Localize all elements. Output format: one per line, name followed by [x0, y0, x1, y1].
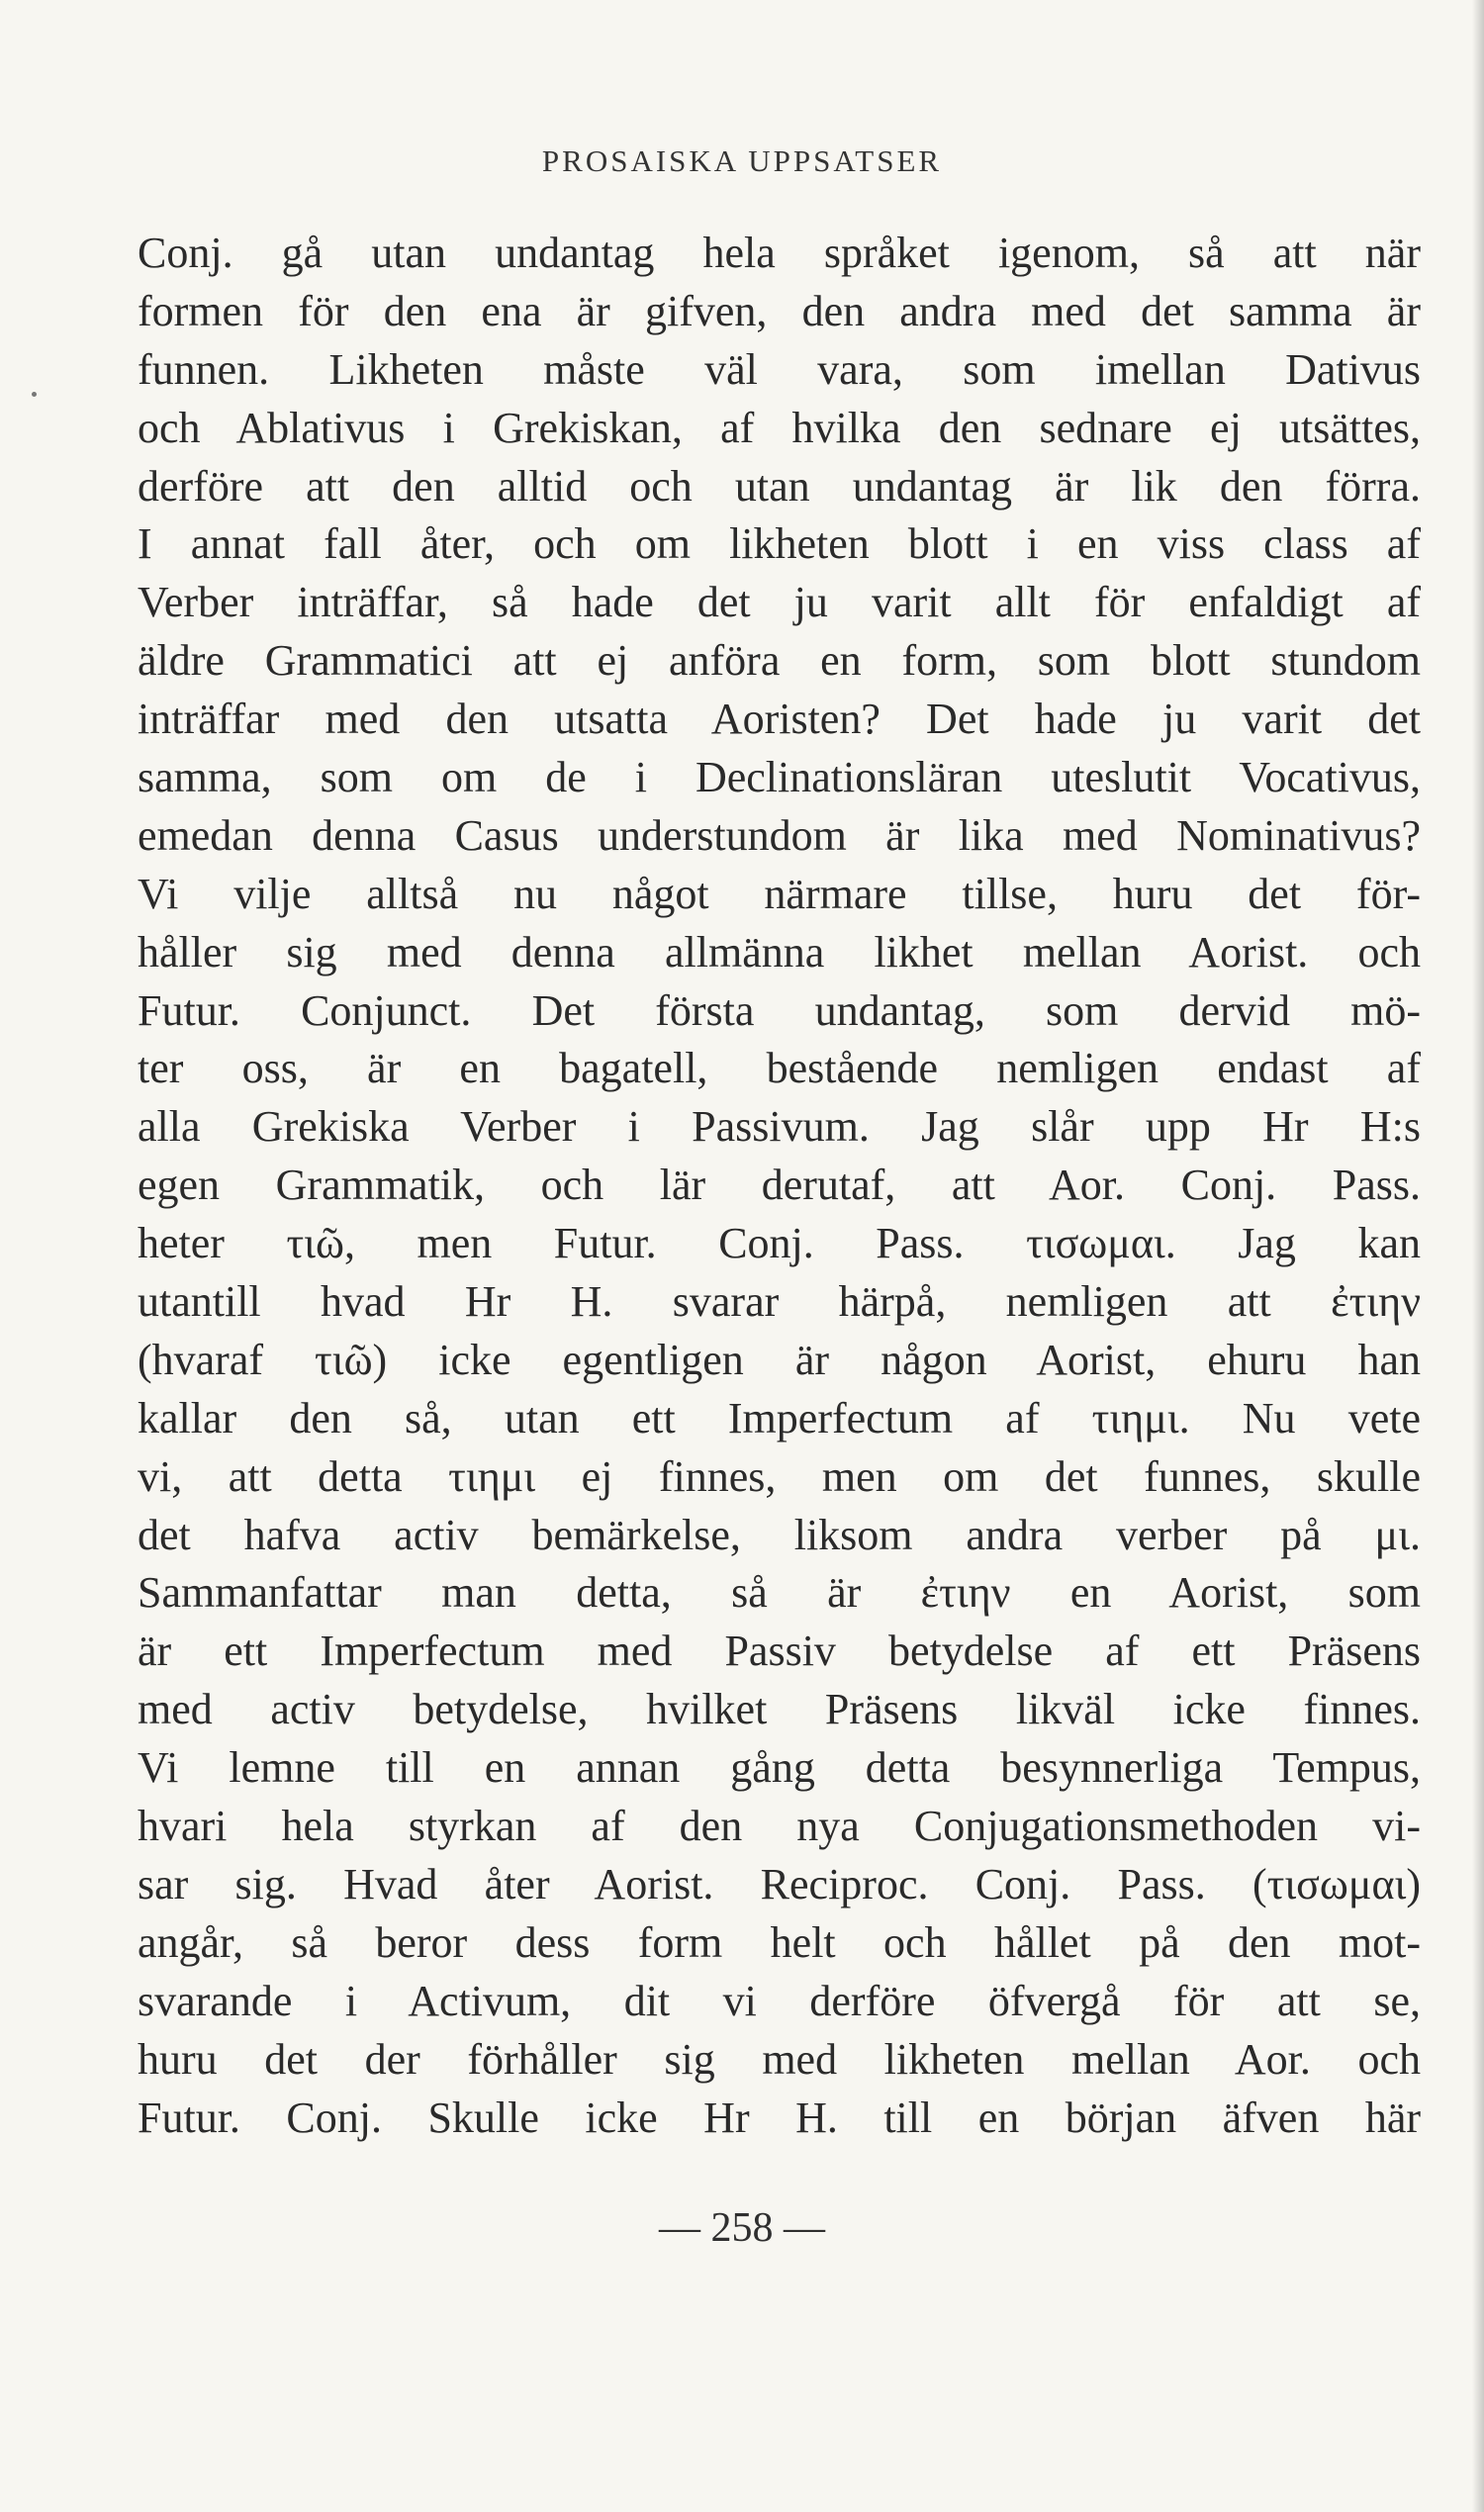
text-line: egen Grammatik, och lär derutaf, att Aor. Conj. Pass.: [138, 1161, 1421, 1210]
text-line: Sammanfattar man detta, så är ἐτιην en Aorist, som: [138, 1568, 1421, 1618]
text-line: huru det der förhåller sig med likheten mellan Aor. och: [138, 2034, 1421, 2084]
text-line: vi, att detta τιημι ej finnes, men om det funnes, skulle: [138, 1451, 1421, 1501]
page-edge: [1472, 0, 1484, 2512]
margin-mark: [32, 392, 37, 397]
text-line: och Ablativus i Grekiskan, af hvilka den sednare ej utsättes,: [138, 403, 1421, 452]
text-line: kallar den så, utan ett Imperfectum af τιημι. Nu vete: [138, 1393, 1421, 1442]
page-number: — 258 —: [659, 2205, 825, 2251]
text-line: Verber inträffar, så hade det ju varit allt för enfaldigt af: [138, 578, 1421, 627]
text-line: Vi vilje alltså nu något närmare tillse, huru det för-: [138, 869, 1421, 918]
body-text: [138, 225, 1421, 2147]
text-line: I annat fall åter, och om likheten blott i en viss class af: [138, 519, 1421, 569]
text-line: angår, så beror dess form helt och hållet på den mot-: [138, 1917, 1421, 1967]
text-line: hvari hela styrkan af den nya Conjugationsmethoden vi-: [138, 1802, 1421, 1851]
text-line: heter τιῶ, men Futur. Conj. Pass. τισωμαι. Jag kan: [138, 1219, 1421, 1268]
running-head: PROSAISKA UPPSATSER: [541, 143, 943, 178]
text-line: samma, som om de i Declinationsläran uteslutit Vocativus,: [138, 753, 1421, 802]
text-line: inträffar med den utsatta Aoristen? Det hade ju varit det: [138, 695, 1421, 744]
text-line: ter oss, är en bagatell, bestående nemligen endast af: [138, 1044, 1421, 1093]
text-line: det hafva activ bemärkelse, liksom andra verber på μι.: [138, 1510, 1421, 1559]
text-line: funnen. Likheten måste väl vara, som imellan Dativus: [138, 344, 1421, 394]
text-line: emedan denna Casus understundom är lika med Nominativus?: [138, 810, 1421, 860]
text-line: med activ betydelse, hvilket Präsens likväl icke finnes.: [138, 1685, 1421, 1734]
text-line: Conj. gå utan undantag hela språket igenom, så att när: [138, 229, 1421, 277]
text-line: håller sig med denna allmänna likhet mellan Aorist. och: [138, 927, 1421, 977]
text-line: svarande i Activum, dit vi derföre öfvergå för att se,: [138, 1976, 1421, 2025]
text-line: Vi lemne till en annan gång detta besynnerliga Tempus,: [138, 1743, 1421, 1793]
text-line: formen för den ena är gifven, den andra med det samma är: [138, 286, 1421, 335]
text-line: Futur. Conjunct. Det första undantag, som dervid mö-: [138, 985, 1421, 1035]
text-line: utantill hvad Hr H. svarar härpå, nemligen att ἐτιην: [138, 1277, 1421, 1327]
text-line: alla Grekiska Verber i Passivum. Jag slår upp Hr H:s: [138, 1102, 1421, 1152]
text-line: sar sig. Hvad åter Aorist. Reciproc. Conj. Pass. (τισωμαι): [138, 1859, 1421, 1908]
text-line: (hvaraf τιῶ) icke egentligen är någon Aorist, ehuru han: [138, 1335, 1421, 1384]
text-line: äldre Grammatici att ej anföra en form, som blott stundom: [138, 636, 1421, 686]
text-line: är ett Imperfectum med Passiv betydelse af ett Präsens: [138, 1627, 1421, 1676]
text-line: Futur. Conj. Skulle icke Hr H. till en början äfven här: [138, 2093, 1421, 2142]
text-line: derföre att den alltid och utan undantag är lik den förra.: [138, 461, 1421, 511]
